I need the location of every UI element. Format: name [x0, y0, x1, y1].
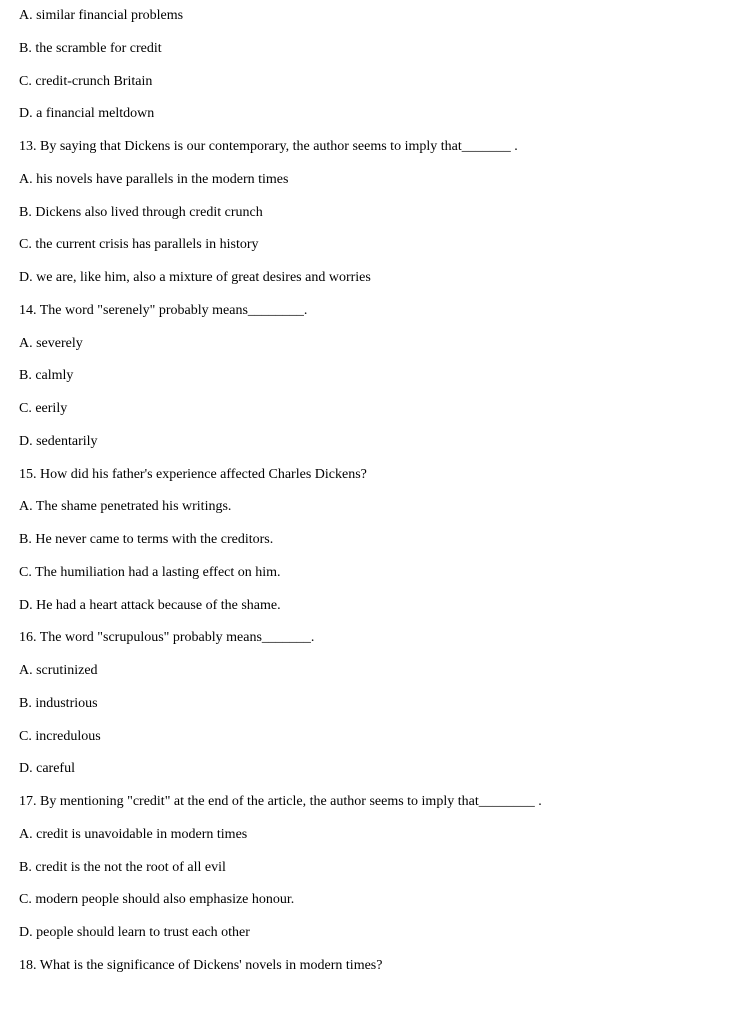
option-17c: C. modern people should also emphasize honour. — [19, 892, 295, 908]
option-12a: A. similar financial problems — [19, 8, 184, 23]
option-13b: B. Dickens also lived through credit crunch — [19, 204, 263, 220]
option-14b: B. calmly — [19, 368, 74, 384]
option-14a: A. severely — [19, 335, 83, 351]
option-15c: C. The humiliation had a lasting effect on him. — [19, 564, 281, 580]
option-17a: A. credit is unavoidable in modern times — [19, 826, 248, 842]
option-15d: D. He had a heart attack because of the shame. — [19, 597, 281, 613]
document-body — [19, 6, 734, 989]
option-13c: C. the current crisis has parallels in history — [19, 237, 259, 253]
option-17b: B. credit is the not the root of all evil — [19, 859, 226, 875]
option-16d: D. careful — [19, 761, 75, 777]
option-14c: C. eerily — [19, 401, 68, 416]
option-13a: A. his novels have parallels in the modern times — [19, 171, 289, 187]
option-16a: A. scrutinized — [19, 663, 98, 678]
option-16b: B. industrious — [19, 695, 98, 711]
option-13d: D. we are, like him, also a mixture of great desires and worries — [19, 270, 371, 285]
question-14: 14. The word "serenely" probably means________. — [19, 302, 308, 318]
option-12d: D. a financial meltdown — [19, 106, 155, 122]
option-12c: C. credit-crunch Britain — [19, 73, 153, 89]
question-16: 16. The word "scrupulous" probably means_______. — [19, 630, 315, 646]
question-15: 15. How did his father's experience affected Charles Dickens? — [19, 466, 367, 482]
question-17: 17. By mentioning "credit" at the end of the article, the author seems to imply that________ . — [19, 794, 542, 809]
question-18: 18. What is the significance of Dickens' novels in modern times? — [19, 957, 383, 973]
option-15a: A. The shame penetrated his writings. — [19, 499, 232, 515]
option-14d: D. sedentarily — [19, 433, 98, 449]
option-15b: B. He never came to terms with the creditors. — [19, 532, 274, 547]
option-16c: C. incredulous — [19, 728, 101, 744]
question-13: 13. By saying that Dickens is our contemporary, the author seems to imply that_______ . — [19, 139, 518, 154]
option-12b: B. the scramble for credit — [19, 40, 162, 56]
option-17d: D. people should learn to trust each other — [19, 925, 250, 940]
